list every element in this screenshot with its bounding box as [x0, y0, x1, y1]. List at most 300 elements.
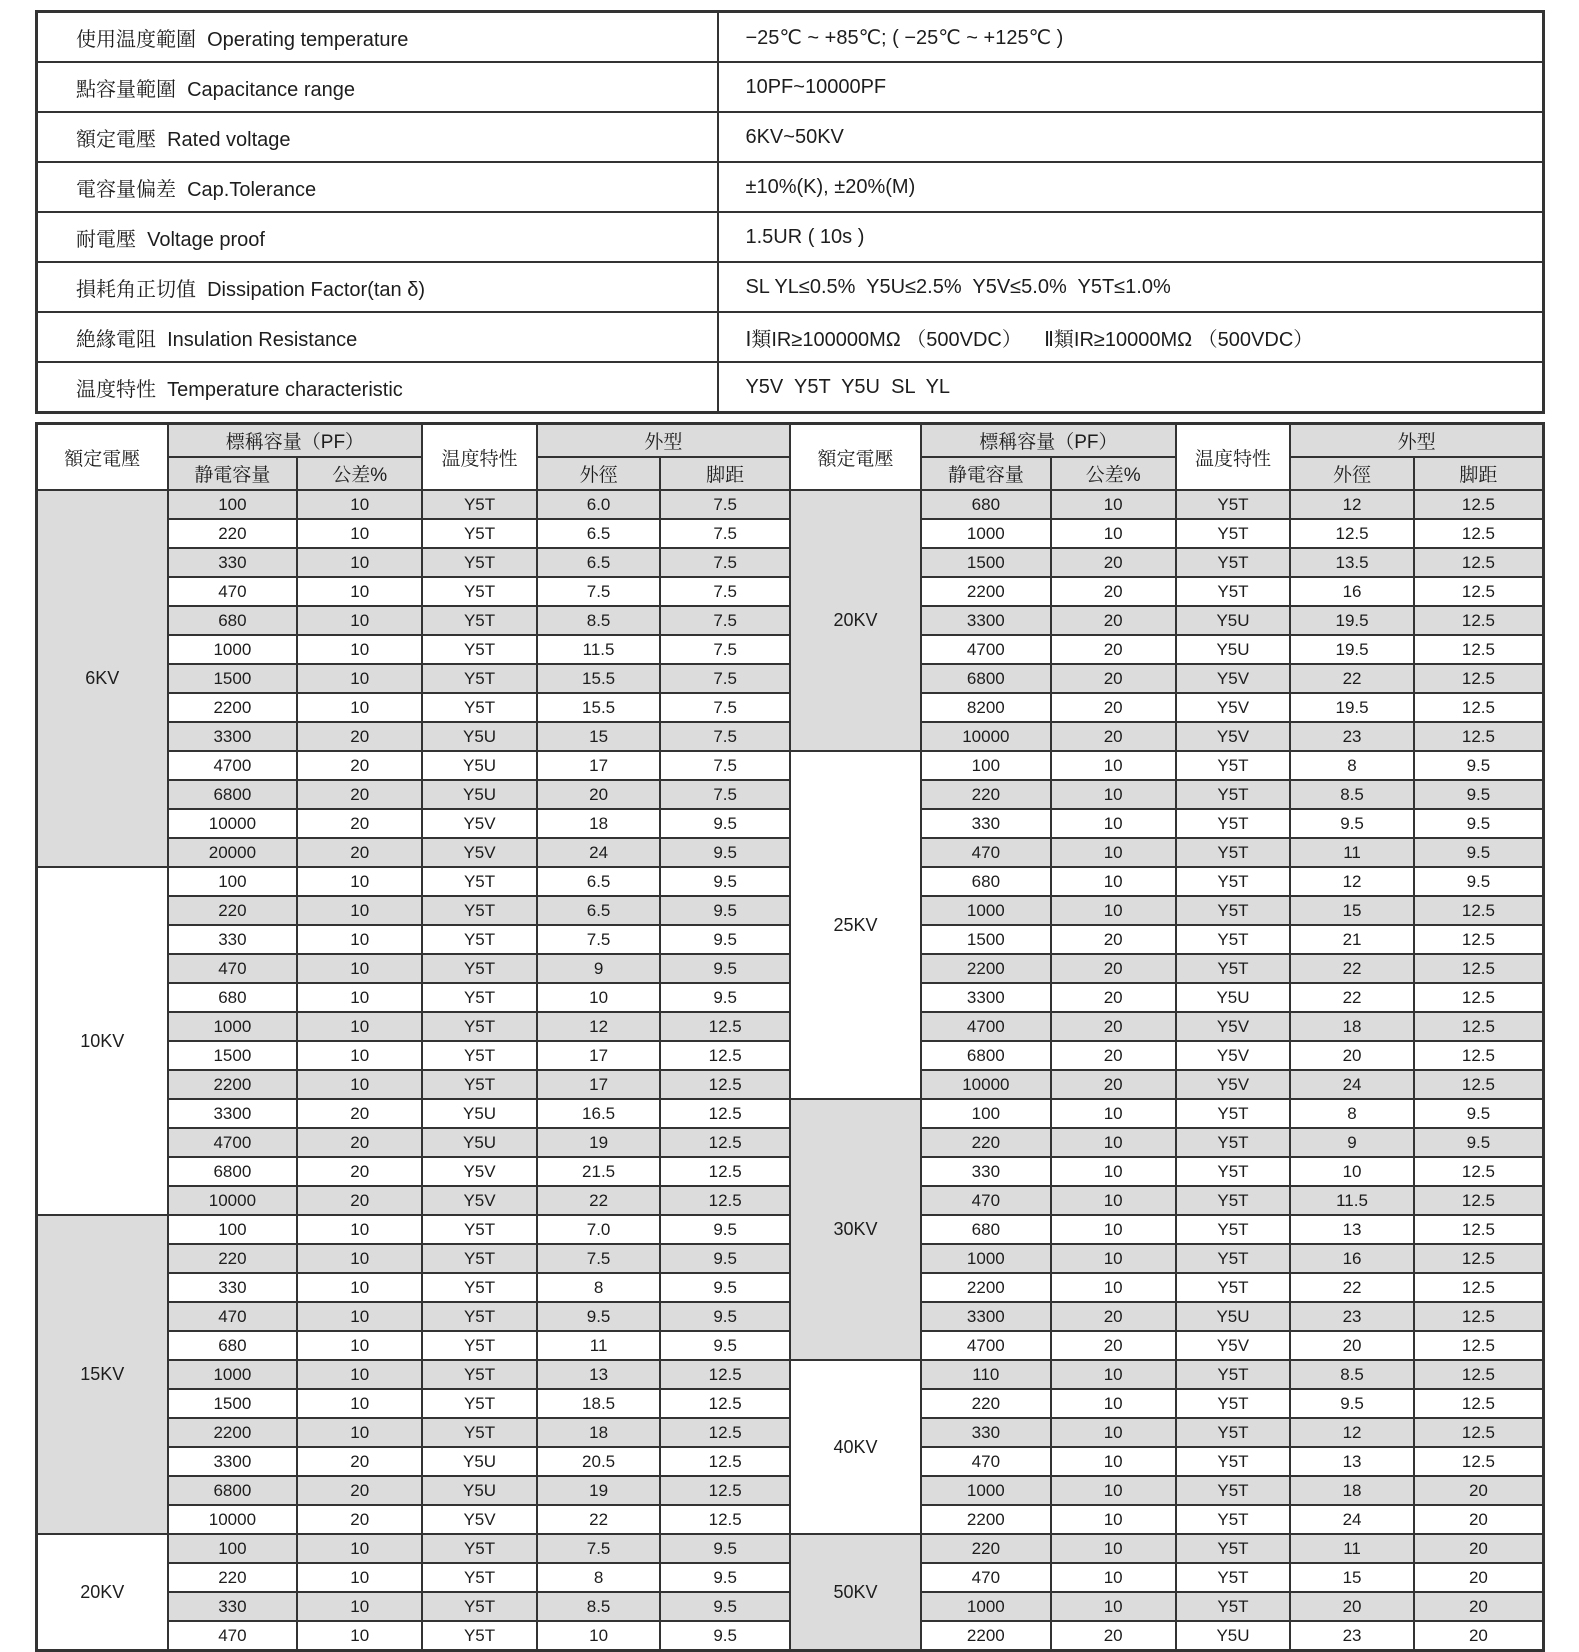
- tolerance-cell: 20: [1051, 1041, 1176, 1070]
- tolerance-cell: 10: [297, 1215, 422, 1244]
- pitch-cell: 12.5: [1414, 925, 1544, 954]
- diameter-cell: 9: [1290, 1128, 1414, 1157]
- capacitance-cell: 3300: [921, 983, 1051, 1012]
- tolerance-cell: 10: [1051, 1476, 1176, 1505]
- capacitance-cell: 680: [921, 867, 1051, 896]
- spec-row-rated-voltage: [37, 112, 1544, 162]
- pitch-cell: 12.5: [1414, 664, 1544, 693]
- pitch-cell: 9.5: [1414, 1099, 1544, 1128]
- pitch-cell: 12.5: [1414, 1273, 1544, 1302]
- tolerance-cell: 10: [1051, 1273, 1176, 1302]
- spec-label: 温度特性 Temperature characteristic: [37, 362, 719, 413]
- capacitance-cell: 2200: [921, 1505, 1051, 1534]
- table-row: [37, 1099, 1544, 1128]
- diameter-cell: 22: [1290, 1273, 1414, 1302]
- temp-char-cell: Y5U: [422, 722, 537, 751]
- col-header-temp-characteristic: 温度特性: [1176, 424, 1291, 491]
- diameter-cell: 13.5: [1290, 548, 1414, 577]
- capacitance-cell: 3300: [168, 1099, 298, 1128]
- pitch-cell: 20: [1414, 1621, 1544, 1651]
- temp-char-cell: Y5T: [422, 1244, 537, 1273]
- pitch-cell: 12.5: [1414, 490, 1544, 519]
- capacitance-cell: 1000: [168, 1012, 298, 1041]
- spec-row-capacitance-range: [37, 62, 1544, 112]
- pitch-cell: 12.5: [660, 1186, 790, 1215]
- temp-char-cell: Y5V: [422, 1186, 537, 1215]
- temp-char-cell: Y5T: [1176, 1273, 1291, 1302]
- capacitance-cell: 470: [921, 838, 1051, 867]
- pitch-cell: 20: [1414, 1592, 1544, 1621]
- tolerance-cell: 10: [1051, 1186, 1176, 1215]
- pitch-cell: 9.5: [660, 1621, 790, 1651]
- tolerance-cell: 20: [1051, 606, 1176, 635]
- tolerance-cell: 10: [297, 635, 422, 664]
- capacitance-cell: 10000: [168, 1186, 298, 1215]
- capacitance-cell: 2200: [168, 1418, 298, 1447]
- capacitance-cell: 6800: [168, 780, 298, 809]
- capacitance-cell: 4700: [921, 1012, 1051, 1041]
- diameter-cell: 8: [537, 1563, 661, 1592]
- capacitance-cell: 330: [168, 925, 298, 954]
- pitch-cell: 12.5: [1414, 954, 1544, 983]
- tolerance-cell: 10: [1051, 751, 1176, 780]
- diameter-cell: 21.5: [537, 1157, 661, 1186]
- tolerance-cell: 20: [1051, 1012, 1176, 1041]
- tolerance-cell: 10: [297, 896, 422, 925]
- temp-char-cell: Y5T: [422, 577, 537, 606]
- tolerance-cell: 20: [297, 1476, 422, 1505]
- diameter-cell: 8: [1290, 1099, 1414, 1128]
- pitch-cell: 12.5: [660, 1041, 790, 1070]
- temp-char-cell: Y5T: [422, 954, 537, 983]
- pitch-cell: 7.5: [660, 548, 790, 577]
- pitch-cell: 12.5: [1414, 577, 1544, 606]
- capacitance-cell: 100: [168, 490, 298, 519]
- capacitance-cell: 680: [168, 606, 298, 635]
- capacitance-cell: 1500: [168, 1041, 298, 1070]
- temp-char-cell: Y5U: [422, 1099, 537, 1128]
- diameter-cell: 7.5: [537, 925, 661, 954]
- capacitance-cell: 100: [921, 751, 1051, 780]
- pitch-cell: 12.5: [1414, 1012, 1544, 1041]
- temp-char-cell: Y5T: [1176, 519, 1291, 548]
- capacitance-cell: 1000: [921, 1244, 1051, 1273]
- tolerance-cell: 10: [297, 867, 422, 896]
- temp-char-cell: Y5T: [1176, 780, 1291, 809]
- tolerance-cell: 10: [297, 954, 422, 983]
- capacitance-cell: 330: [921, 1418, 1051, 1447]
- capacitance-cell: 330: [168, 1592, 298, 1621]
- diameter-cell: 17: [537, 751, 661, 780]
- capacitance-cell: 2200: [921, 1621, 1051, 1651]
- tolerance-cell: 20: [297, 722, 422, 751]
- capacitance-cell: 1500: [168, 664, 298, 693]
- tolerance-cell: 10: [1051, 1389, 1176, 1418]
- tolerance-cell: 10: [1051, 867, 1176, 896]
- voltage-cell: 30KV: [790, 1099, 921, 1360]
- pitch-cell: 9.5: [660, 896, 790, 925]
- diameter-cell: 6.5: [537, 896, 661, 925]
- capacitance-cell: 1000: [168, 635, 298, 664]
- tolerance-cell: 10: [1051, 519, 1176, 548]
- diameter-cell: 23: [1290, 722, 1414, 751]
- temp-char-cell: Y5T: [422, 925, 537, 954]
- temp-char-cell: Y5T: [422, 693, 537, 722]
- temp-char-cell: Y5T: [422, 1070, 537, 1099]
- capacitance-cell: 470: [168, 1621, 298, 1651]
- capacitance-cell: 3300: [921, 606, 1051, 635]
- tolerance-cell: 10: [1051, 1418, 1176, 1447]
- capacitance-cell: 470: [168, 1302, 298, 1331]
- tolerance-cell: 20: [1051, 693, 1176, 722]
- temp-char-cell: Y5T: [1176, 1099, 1291, 1128]
- capacitance-cell: 330: [168, 548, 298, 577]
- temp-char-cell: Y5T: [422, 1302, 537, 1331]
- diameter-cell: 8: [1290, 751, 1414, 780]
- diameter-cell: 18: [537, 1418, 661, 1447]
- diameter-cell: 16: [1290, 577, 1414, 606]
- tolerance-cell: 20: [1051, 925, 1176, 954]
- pitch-cell: 9.5: [1414, 1128, 1544, 1157]
- col-header-pitch: 脚距: [1414, 457, 1544, 490]
- temp-char-cell: Y5U: [1176, 1302, 1291, 1331]
- capacitance-cell: 2200: [921, 577, 1051, 606]
- temp-char-cell: Y5T: [1176, 1505, 1291, 1534]
- spec-row-temperature-characteristic: [37, 362, 1544, 413]
- diameter-cell: 8: [537, 1273, 661, 1302]
- temp-char-cell: Y5T: [1176, 1476, 1291, 1505]
- tolerance-cell: 20: [1051, 1331, 1176, 1360]
- col-header-diameter: 外徑: [1290, 457, 1414, 490]
- capacitance-cell: 330: [168, 1273, 298, 1302]
- pitch-cell: 9.5: [660, 925, 790, 954]
- spec-label: 耐電壓 Voltage proof: [37, 212, 719, 262]
- tolerance-cell: 10: [297, 1360, 422, 1389]
- tolerance-cell: 10: [1051, 1592, 1176, 1621]
- table-row: [37, 751, 1544, 780]
- capacitance-cell: 1000: [921, 519, 1051, 548]
- temp-char-cell: Y5T: [422, 664, 537, 693]
- temp-char-cell: Y5T: [1176, 577, 1291, 606]
- capacitance-cell: 10000: [921, 1070, 1051, 1099]
- capacitance-cell: 1000: [168, 1360, 298, 1389]
- tolerance-cell: 20: [1051, 954, 1176, 983]
- tolerance-cell: 10: [1051, 896, 1176, 925]
- spec-value: ±10%(K), ±20%(M): [718, 162, 1543, 212]
- pitch-cell: 12.5: [1414, 635, 1544, 664]
- pitch-cell: 12.5: [1414, 1041, 1544, 1070]
- capacitance-cell: 680: [168, 1331, 298, 1360]
- capacitance-cell: 470: [921, 1563, 1051, 1592]
- temp-char-cell: Y5T: [422, 1273, 537, 1302]
- spec-row-dissipation-factor: [37, 262, 1544, 312]
- capacitance-cell: 4700: [921, 635, 1051, 664]
- pitch-cell: 12.5: [1414, 722, 1544, 751]
- tolerance-cell: 10: [1051, 1157, 1176, 1186]
- pitch-cell: 9.5: [660, 867, 790, 896]
- pitch-cell: 12.5: [1414, 1447, 1544, 1476]
- pitch-cell: 9.5: [660, 809, 790, 838]
- voltage-cell: 10KV: [37, 867, 168, 1215]
- capacitance-cell: 470: [168, 577, 298, 606]
- capacitance-cell: 4700: [921, 1331, 1051, 1360]
- temp-char-cell: Y5U: [1176, 635, 1291, 664]
- diameter-cell: 8.5: [537, 1592, 661, 1621]
- tolerance-cell: 10: [297, 1273, 422, 1302]
- capacitance-cell: 1000: [921, 1476, 1051, 1505]
- temp-char-cell: Y5T: [1176, 1447, 1291, 1476]
- spec-table: [35, 10, 1545, 414]
- capacitance-cell: 470: [168, 954, 298, 983]
- diameter-cell: 9.5: [1290, 809, 1414, 838]
- capacitance-cell: 330: [921, 1157, 1051, 1186]
- diameter-cell: 13: [537, 1360, 661, 1389]
- tolerance-cell: 10: [297, 1012, 422, 1041]
- spec-value: 6KV~50KV: [718, 112, 1543, 162]
- pitch-cell: 12.5: [1414, 693, 1544, 722]
- tolerance-cell: 10: [297, 664, 422, 693]
- table-row: [37, 490, 1544, 519]
- temp-char-cell: Y5T: [1176, 1592, 1291, 1621]
- temp-char-cell: Y5T: [422, 519, 537, 548]
- temp-char-cell: Y5T: [422, 1215, 537, 1244]
- temp-char-cell: Y5T: [1176, 1563, 1291, 1592]
- pitch-cell: 9.5: [660, 1563, 790, 1592]
- diameter-cell: 18.5: [537, 1389, 661, 1418]
- pitch-cell: 12.5: [660, 1389, 790, 1418]
- pitch-cell: 9.5: [1414, 780, 1544, 809]
- temp-char-cell: Y5T: [422, 867, 537, 896]
- table-gap: [35, 414, 1545, 422]
- tolerance-cell: 20: [297, 751, 422, 780]
- diameter-cell: 7.5: [537, 1244, 661, 1273]
- tolerance-cell: 20: [1051, 548, 1176, 577]
- diameter-cell: 22: [1290, 954, 1414, 983]
- capacitance-cell: 220: [168, 896, 298, 925]
- pitch-cell: 9.5: [660, 1534, 790, 1563]
- pitch-cell: 20: [1414, 1563, 1544, 1592]
- tolerance-cell: 10: [1051, 1099, 1176, 1128]
- diameter-cell: 19: [537, 1128, 661, 1157]
- diameter-cell: 18: [537, 809, 661, 838]
- tolerance-cell: 10: [297, 519, 422, 548]
- temp-char-cell: Y5V: [422, 1157, 537, 1186]
- temp-char-cell: Y5T: [1176, 896, 1291, 925]
- pitch-cell: 12.5: [1414, 1302, 1544, 1331]
- tolerance-cell: 20: [1051, 1070, 1176, 1099]
- diameter-cell: 24: [1290, 1070, 1414, 1099]
- pitch-cell: 7.5: [660, 490, 790, 519]
- tolerance-cell: 20: [297, 1447, 422, 1476]
- capacitance-cell: 3300: [168, 1447, 298, 1476]
- capacitance-cell: 330: [921, 809, 1051, 838]
- pitch-cell: 12.5: [660, 1099, 790, 1128]
- diameter-cell: 13: [1290, 1447, 1414, 1476]
- temp-char-cell: Y5T: [422, 1389, 537, 1418]
- capacitance-cell: 100: [921, 1099, 1051, 1128]
- col-header-nominal-capacity: 標稱容量（PF）: [921, 424, 1176, 458]
- temp-char-cell: Y5T: [1176, 1389, 1291, 1418]
- temp-char-cell: Y5V: [422, 838, 537, 867]
- tolerance-cell: 10: [297, 606, 422, 635]
- tolerance-cell: 10: [1051, 1505, 1176, 1534]
- tolerance-cell: 20: [1051, 1621, 1176, 1651]
- diameter-cell: 18: [1290, 1476, 1414, 1505]
- diameter-cell: 15.5: [537, 664, 661, 693]
- temp-char-cell: Y5T: [422, 1534, 537, 1563]
- tolerance-cell: 10: [297, 1331, 422, 1360]
- spec-value: SL YL≤0.5% Y5U≤2.5% Y5V≤5.0% Y5T≤1.0%: [718, 262, 1543, 312]
- diameter-cell: 23: [1290, 1621, 1414, 1651]
- tolerance-cell: 20: [1051, 722, 1176, 751]
- capacitance-cell: 680: [921, 490, 1051, 519]
- capacitance-cell: 220: [921, 1128, 1051, 1157]
- tolerance-cell: 10: [297, 1070, 422, 1099]
- tolerance-cell: 20: [1051, 664, 1176, 693]
- capacitance-cell: 1000: [921, 1592, 1051, 1621]
- temp-char-cell: Y5V: [1176, 1012, 1291, 1041]
- capacitance-cell: 220: [168, 519, 298, 548]
- temp-char-cell: Y5T: [422, 1360, 537, 1389]
- temp-char-cell: Y5T: [1176, 954, 1291, 983]
- spec-label: 損耗角正切值 Dissipation Factor(tan δ): [37, 262, 719, 312]
- diameter-cell: 12: [1290, 490, 1414, 519]
- capacitance-cell: 110: [921, 1360, 1051, 1389]
- temp-char-cell: Y5T: [1176, 1215, 1291, 1244]
- capacitance-cell: 2200: [168, 693, 298, 722]
- temp-char-cell: Y5T: [422, 548, 537, 577]
- pitch-cell: 12.5: [1414, 1331, 1544, 1360]
- diameter-cell: 8.5: [1290, 780, 1414, 809]
- pitch-cell: 9.5: [660, 1592, 790, 1621]
- tolerance-cell: 10: [1051, 780, 1176, 809]
- capacitance-cell: 680: [168, 983, 298, 1012]
- diameter-cell: 10: [1290, 1157, 1414, 1186]
- pitch-cell: 20: [1414, 1505, 1544, 1534]
- pitch-cell: 12.5: [1414, 983, 1544, 1012]
- tolerance-cell: 10: [1051, 838, 1176, 867]
- pitch-cell: 20: [1414, 1534, 1544, 1563]
- tolerance-cell: 20: [297, 1157, 422, 1186]
- spec-value: Y5V Y5T Y5U SL YL: [718, 362, 1543, 413]
- pitch-cell: 9.5: [660, 1244, 790, 1273]
- spec-label: 點容量範圍 Capacitance range: [37, 62, 719, 112]
- col-header-temp-characteristic: 温度特性: [422, 424, 537, 491]
- tolerance-cell: 20: [1051, 577, 1176, 606]
- col-header-diameter: 外徑: [537, 457, 661, 490]
- capacitance-cell: 470: [921, 1186, 1051, 1215]
- pitch-cell: 7.5: [660, 780, 790, 809]
- pitch-cell: 9.5: [1414, 751, 1544, 780]
- pitch-cell: 9.5: [660, 838, 790, 867]
- diameter-cell: 12: [1290, 1418, 1414, 1447]
- diameter-cell: 6.5: [537, 519, 661, 548]
- diameter-cell: 11: [537, 1331, 661, 1360]
- tolerance-cell: 10: [297, 1041, 422, 1070]
- temp-char-cell: Y5T: [1176, 548, 1291, 577]
- diameter-cell: 7.0: [537, 1215, 661, 1244]
- spec-label: 電容量偏差 Cap.Tolerance: [37, 162, 719, 212]
- diameter-cell: 20: [1290, 1331, 1414, 1360]
- temp-char-cell: Y5V: [1176, 664, 1291, 693]
- diameter-cell: 21: [1290, 925, 1414, 954]
- ratings-table-header: [37, 424, 1544, 491]
- spec-value: −25℃ ~ +85℃; ( −25℃ ~ +125℃ ): [718, 12, 1543, 63]
- spec-row-insulation-resistance: [37, 312, 1544, 362]
- diameter-cell: 15: [1290, 1563, 1414, 1592]
- diameter-cell: 9: [537, 954, 661, 983]
- temp-char-cell: Y5V: [1176, 722, 1291, 751]
- capacitance-cell: 470: [921, 1447, 1051, 1476]
- temp-char-cell: Y5V: [422, 809, 537, 838]
- ratings-table: [35, 422, 1545, 1652]
- diameter-cell: 9.5: [1290, 1389, 1414, 1418]
- capacitance-cell: 10000: [168, 1505, 298, 1534]
- col-header-rated-voltage: 額定電壓: [37, 424, 168, 491]
- capacitance-cell: 10000: [921, 722, 1051, 751]
- pitch-cell: 12.5: [660, 1360, 790, 1389]
- capacitance-cell: 2200: [921, 954, 1051, 983]
- capacitance-cell: 1500: [168, 1389, 298, 1418]
- capacitance-cell: 100: [168, 867, 298, 896]
- tolerance-cell: 10: [297, 1389, 422, 1418]
- capacitance-cell: 6800: [168, 1157, 298, 1186]
- tolerance-cell: 20: [297, 809, 422, 838]
- diameter-cell: 19.5: [1290, 693, 1414, 722]
- capacitance-cell: 8200: [921, 693, 1051, 722]
- pitch-cell: 7.5: [660, 722, 790, 751]
- voltage-cell: 25KV: [790, 751, 921, 1099]
- pitch-cell: 7.5: [660, 577, 790, 606]
- tolerance-cell: 10: [1051, 1563, 1176, 1592]
- pitch-cell: 7.5: [660, 693, 790, 722]
- diameter-cell: 17: [537, 1070, 661, 1099]
- voltage-cell: 6KV: [37, 490, 168, 867]
- diameter-cell: 8.5: [1290, 1360, 1414, 1389]
- temp-char-cell: Y5T: [422, 1012, 537, 1041]
- temp-char-cell: Y5U: [422, 1447, 537, 1476]
- diameter-cell: 19: [537, 1476, 661, 1505]
- col-header-shape: 外型: [1290, 424, 1543, 458]
- tolerance-cell: 20: [1051, 983, 1176, 1012]
- col-header-pitch: 脚距: [660, 457, 790, 490]
- pitch-cell: 9.5: [660, 1331, 790, 1360]
- tolerance-cell: 10: [1051, 1447, 1176, 1476]
- tolerance-cell: 20: [1051, 1302, 1176, 1331]
- pitch-cell: 7.5: [660, 519, 790, 548]
- tolerance-cell: 10: [297, 693, 422, 722]
- temp-char-cell: Y5T: [422, 1621, 537, 1651]
- capacitance-cell: 10000: [168, 809, 298, 838]
- tolerance-cell: 10: [297, 1302, 422, 1331]
- diameter-cell: 12.5: [1290, 519, 1414, 548]
- pitch-cell: 7.5: [660, 751, 790, 780]
- tolerance-cell: 10: [297, 983, 422, 1012]
- diameter-cell: 15.5: [537, 693, 661, 722]
- pitch-cell: 12.5: [1414, 1418, 1544, 1447]
- pitch-cell: 12.5: [1414, 1157, 1544, 1186]
- voltage-cell: 20KV: [790, 490, 921, 751]
- diameter-cell: 19.5: [1290, 635, 1414, 664]
- temp-char-cell: Y5T: [1176, 1186, 1291, 1215]
- capacitance-cell: 6800: [921, 1041, 1051, 1070]
- table-row: [37, 1534, 1544, 1563]
- pitch-cell: 12.5: [1414, 519, 1544, 548]
- capacitance-cell: 680: [921, 1215, 1051, 1244]
- col-header-tolerance: 公差%: [1051, 457, 1176, 490]
- diameter-cell: 22: [537, 1186, 661, 1215]
- tolerance-cell: 10: [297, 1563, 422, 1592]
